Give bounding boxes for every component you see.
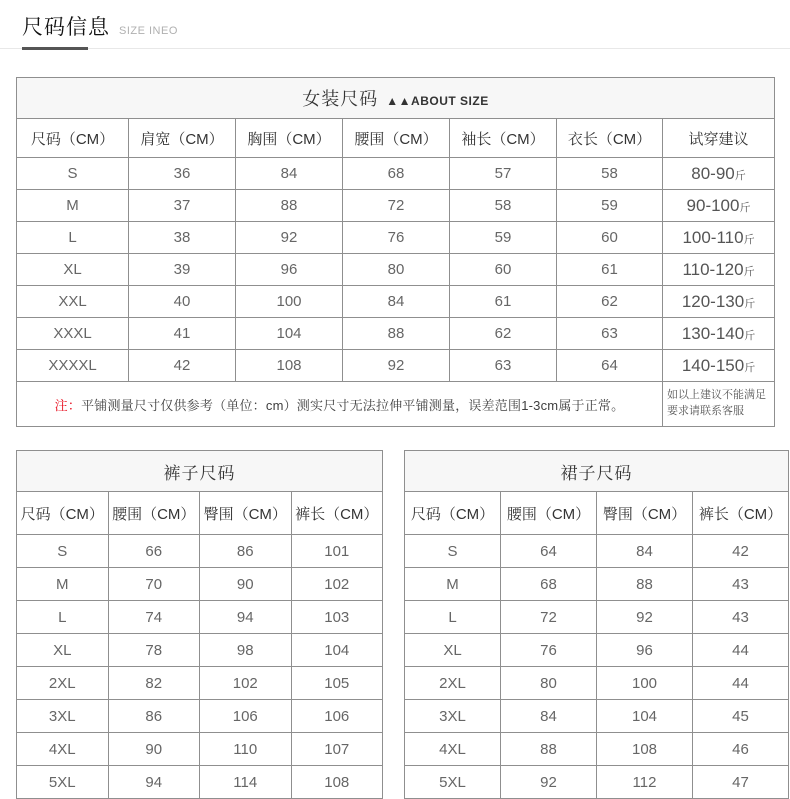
- table-cell: 62: [557, 286, 663, 318]
- table-cell: 100: [236, 286, 343, 318]
- table-cell: 94: [200, 601, 292, 634]
- column-header: 肩宽（CM）: [129, 119, 236, 158]
- table-cell: 2XL: [405, 667, 501, 700]
- fit-unit: 斤: [744, 361, 756, 374]
- table-cell: 104: [597, 700, 693, 733]
- page-title: 尺码信息: [22, 16, 110, 39]
- table-cell: 40: [129, 286, 236, 318]
- table-cell: 112: [597, 766, 693, 799]
- table-cell: 90: [200, 568, 292, 601]
- table-cell: XL: [17, 634, 109, 667]
- table-cell: 47: [693, 766, 789, 799]
- table-cell: 103: [291, 601, 383, 634]
- fit-range: 120-130: [681, 291, 745, 311]
- table-cell: 78: [108, 634, 200, 667]
- table-cell: 84: [501, 700, 597, 733]
- table-cell: 108: [597, 733, 693, 766]
- table-row: [17, 222, 775, 254]
- table-row: [17, 350, 775, 382]
- table-cell: 102: [200, 667, 292, 700]
- table-cell: 43: [693, 568, 789, 601]
- table-cell: 84: [236, 158, 343, 190]
- table-cell: 60: [450, 254, 557, 286]
- table-cell: 100: [597, 667, 693, 700]
- column-header: 胸围（CM）: [236, 119, 343, 158]
- table-cell: 90: [108, 733, 200, 766]
- table-row: [17, 535, 383, 568]
- table-row: [405, 535, 789, 568]
- women-table-title-text: 女装尺码: [302, 89, 379, 109]
- table-cell: 3XL: [405, 700, 501, 733]
- table-cell: 42: [129, 350, 236, 382]
- note-side-cell: 如以上建议不能满足要求请联系客服: [663, 382, 775, 427]
- table-cell: 74: [108, 601, 200, 634]
- table-cell: 86: [108, 700, 200, 733]
- note-row: [17, 382, 775, 427]
- table-cell: XXL: [17, 286, 129, 318]
- skirt-table-header-row: [405, 492, 789, 535]
- table-cell: 37: [129, 190, 236, 222]
- table-cell: 68: [343, 158, 450, 190]
- table-row: [17, 318, 775, 350]
- table-cell: 106: [200, 700, 292, 733]
- column-header: 臀围（CM）: [200, 492, 292, 535]
- fit-unit: 斤: [734, 169, 746, 182]
- fit-range: 110-120: [682, 259, 744, 279]
- table-cell: [663, 190, 775, 222]
- pants-table-title-row: [17, 451, 383, 492]
- table-row: [17, 634, 383, 667]
- table-cell: 5XL: [405, 766, 501, 799]
- table-cell: S: [17, 158, 129, 190]
- table-cell: 88: [501, 733, 597, 766]
- table-cell: 108: [291, 766, 383, 799]
- fit-unit: 斤: [744, 329, 756, 342]
- table-cell: 101: [291, 535, 383, 568]
- table-cell: M: [17, 568, 109, 601]
- table-cell: 96: [236, 254, 343, 286]
- table-cell: 39: [129, 254, 236, 286]
- table-cell: [663, 286, 775, 318]
- skirt-size-table: [404, 450, 789, 799]
- table-cell: 88: [343, 318, 450, 350]
- fit-unit: 斤: [739, 201, 751, 214]
- table-cell: [663, 222, 775, 254]
- column-header: 试穿建议: [663, 119, 775, 158]
- table-cell: 104: [236, 318, 343, 350]
- table-cell: [663, 254, 775, 286]
- women-table-body: [17, 158, 775, 382]
- table-cell: 108: [236, 350, 343, 382]
- table-cell: 84: [597, 535, 693, 568]
- column-header: 裤长（CM）: [291, 492, 383, 535]
- table-row: [17, 158, 775, 190]
- table-cell: 114: [200, 766, 292, 799]
- table-cell: 110: [200, 733, 292, 766]
- fit-range: 100-110: [682, 227, 744, 247]
- table-row: [405, 634, 789, 667]
- table-cell: M: [405, 568, 501, 601]
- table-row: [405, 601, 789, 634]
- pants-table-title: [17, 451, 383, 492]
- bottom-tables: [16, 450, 790, 799]
- table-row: [17, 733, 383, 766]
- skirt-table-body: [405, 535, 789, 799]
- table-cell: 88: [236, 190, 343, 222]
- column-header: 袖长（CM）: [450, 119, 557, 158]
- table-cell: 76: [343, 222, 450, 254]
- table-cell: 61: [557, 254, 663, 286]
- page-header: [0, 0, 790, 41]
- table-cell: 66: [108, 535, 200, 568]
- fit-unit: 斤: [744, 297, 756, 310]
- table-cell: 68: [501, 568, 597, 601]
- table-cell: 60: [557, 222, 663, 254]
- table-cell: 61: [450, 286, 557, 318]
- table-cell: 63: [557, 318, 663, 350]
- table-cell: 92: [597, 601, 693, 634]
- fit-unit: 斤: [743, 233, 755, 246]
- column-header: 尺码（CM）: [405, 492, 501, 535]
- table-cell: 63: [450, 350, 557, 382]
- table-cell: 59: [557, 190, 663, 222]
- table-cell: 58: [557, 158, 663, 190]
- table-cell: 45: [693, 700, 789, 733]
- table-cell: 64: [557, 350, 663, 382]
- column-header: 臀围（CM）: [597, 492, 693, 535]
- skirt-table-title-text: 裙子尺码: [560, 463, 633, 483]
- table-cell: 88: [597, 568, 693, 601]
- table-row: [17, 568, 383, 601]
- table-cell: 44: [693, 667, 789, 700]
- women-table-title-suffix: ▲▲ABOUT SIZE: [386, 94, 489, 108]
- column-header: 尺码（CM）: [17, 119, 129, 158]
- note-text: 平铺测量尺寸仅供参考（单位：cm）测实尺寸无法拉伸平铺测量，误差范围1-3cm属于正常。: [81, 397, 625, 413]
- column-header: 腰围（CM）: [108, 492, 200, 535]
- table-cell: 70: [108, 568, 200, 601]
- table-row: [17, 286, 775, 318]
- table-row: [17, 700, 383, 733]
- table-cell: 76: [501, 634, 597, 667]
- table-cell: S: [405, 535, 501, 568]
- column-header: 尺码（CM）: [17, 492, 109, 535]
- table-cell: L: [405, 601, 501, 634]
- fit-range: 140-150: [681, 355, 745, 375]
- women-table-title-row: [17, 78, 775, 119]
- table-cell: XL: [17, 254, 129, 286]
- skirt-table-title: [405, 451, 789, 492]
- table-cell: 84: [343, 286, 450, 318]
- table-cell: 105: [291, 667, 383, 700]
- table-cell: 82: [108, 667, 200, 700]
- table-cell: [663, 318, 775, 350]
- fit-range: 90-100: [686, 195, 740, 215]
- table-cell: 58: [450, 190, 557, 222]
- pants-table-header-row: [17, 492, 383, 535]
- header-divider: [0, 48, 790, 49]
- skirt-table-title-row: [405, 451, 789, 492]
- table-cell: 59: [450, 222, 557, 254]
- table-cell: 96: [597, 634, 693, 667]
- pants-size-table: [16, 450, 383, 799]
- column-header: 腰围（CM）: [343, 119, 450, 158]
- table-cell: 80: [343, 254, 450, 286]
- table-cell: 94: [108, 766, 200, 799]
- table-row: [405, 700, 789, 733]
- note-cell: [17, 382, 663, 427]
- table-cell: 98: [200, 634, 292, 667]
- table-cell: 42: [693, 535, 789, 568]
- table-cell: 2XL: [17, 667, 109, 700]
- column-header: 裤长（CM）: [693, 492, 789, 535]
- table-row: [405, 667, 789, 700]
- table-cell: XXXL: [17, 318, 129, 350]
- table-cell: 107: [291, 733, 383, 766]
- column-header: 衣长（CM）: [557, 119, 663, 158]
- table-cell: L: [17, 601, 109, 634]
- table-cell: XXXXL: [17, 350, 129, 382]
- fit-unit: 斤: [743, 265, 755, 278]
- table-cell: 57: [450, 158, 557, 190]
- table-cell: 46: [693, 733, 789, 766]
- table-cell: 104: [291, 634, 383, 667]
- table-cell: 102: [291, 568, 383, 601]
- women-table-title: [17, 78, 775, 119]
- table-cell: 92: [236, 222, 343, 254]
- fit-range: 80-90: [691, 163, 735, 183]
- table-cell: 3XL: [17, 700, 109, 733]
- table-row: [405, 733, 789, 766]
- pants-table-title-text: 裤子尺码: [163, 463, 236, 483]
- column-header: 腰围（CM）: [501, 492, 597, 535]
- table-cell: S: [17, 535, 109, 568]
- table-cell: 4XL: [405, 733, 501, 766]
- women-size-table: [16, 77, 775, 427]
- table-cell: 43: [693, 601, 789, 634]
- pants-table-body: [17, 535, 383, 799]
- table-cell: 72: [501, 601, 597, 634]
- fit-range: 130-140: [681, 323, 745, 343]
- table-row: [17, 190, 775, 222]
- table-row: [405, 568, 789, 601]
- table-row: [17, 254, 775, 286]
- women-table-header-row: [17, 119, 775, 158]
- table-cell: 4XL: [17, 733, 109, 766]
- table-cell: 38: [129, 222, 236, 254]
- table-row: [17, 766, 383, 799]
- table-row: [17, 601, 383, 634]
- table-cell: 62: [450, 318, 557, 350]
- table-cell: XL: [405, 634, 501, 667]
- table-cell: 92: [343, 350, 450, 382]
- table-cell: 5XL: [17, 766, 109, 799]
- table-cell: 106: [291, 700, 383, 733]
- table-cell: 41: [129, 318, 236, 350]
- table-row: [405, 766, 789, 799]
- note-prefix: 注：: [54, 397, 82, 413]
- table-cell: 44: [693, 634, 789, 667]
- table-cell: 86: [200, 535, 292, 568]
- page-subtitle: SIZE INEO: [119, 25, 178, 37]
- table-cell: M: [17, 190, 129, 222]
- table-cell: 64: [501, 535, 597, 568]
- header-divider-accent: [22, 47, 88, 50]
- table-cell: 80: [501, 667, 597, 700]
- table-cell: [663, 158, 775, 190]
- table-cell: [663, 350, 775, 382]
- table-cell: 72: [343, 190, 450, 222]
- table-cell: L: [17, 222, 129, 254]
- table-row: [17, 667, 383, 700]
- table-cell: 36: [129, 158, 236, 190]
- table-cell: 92: [501, 766, 597, 799]
